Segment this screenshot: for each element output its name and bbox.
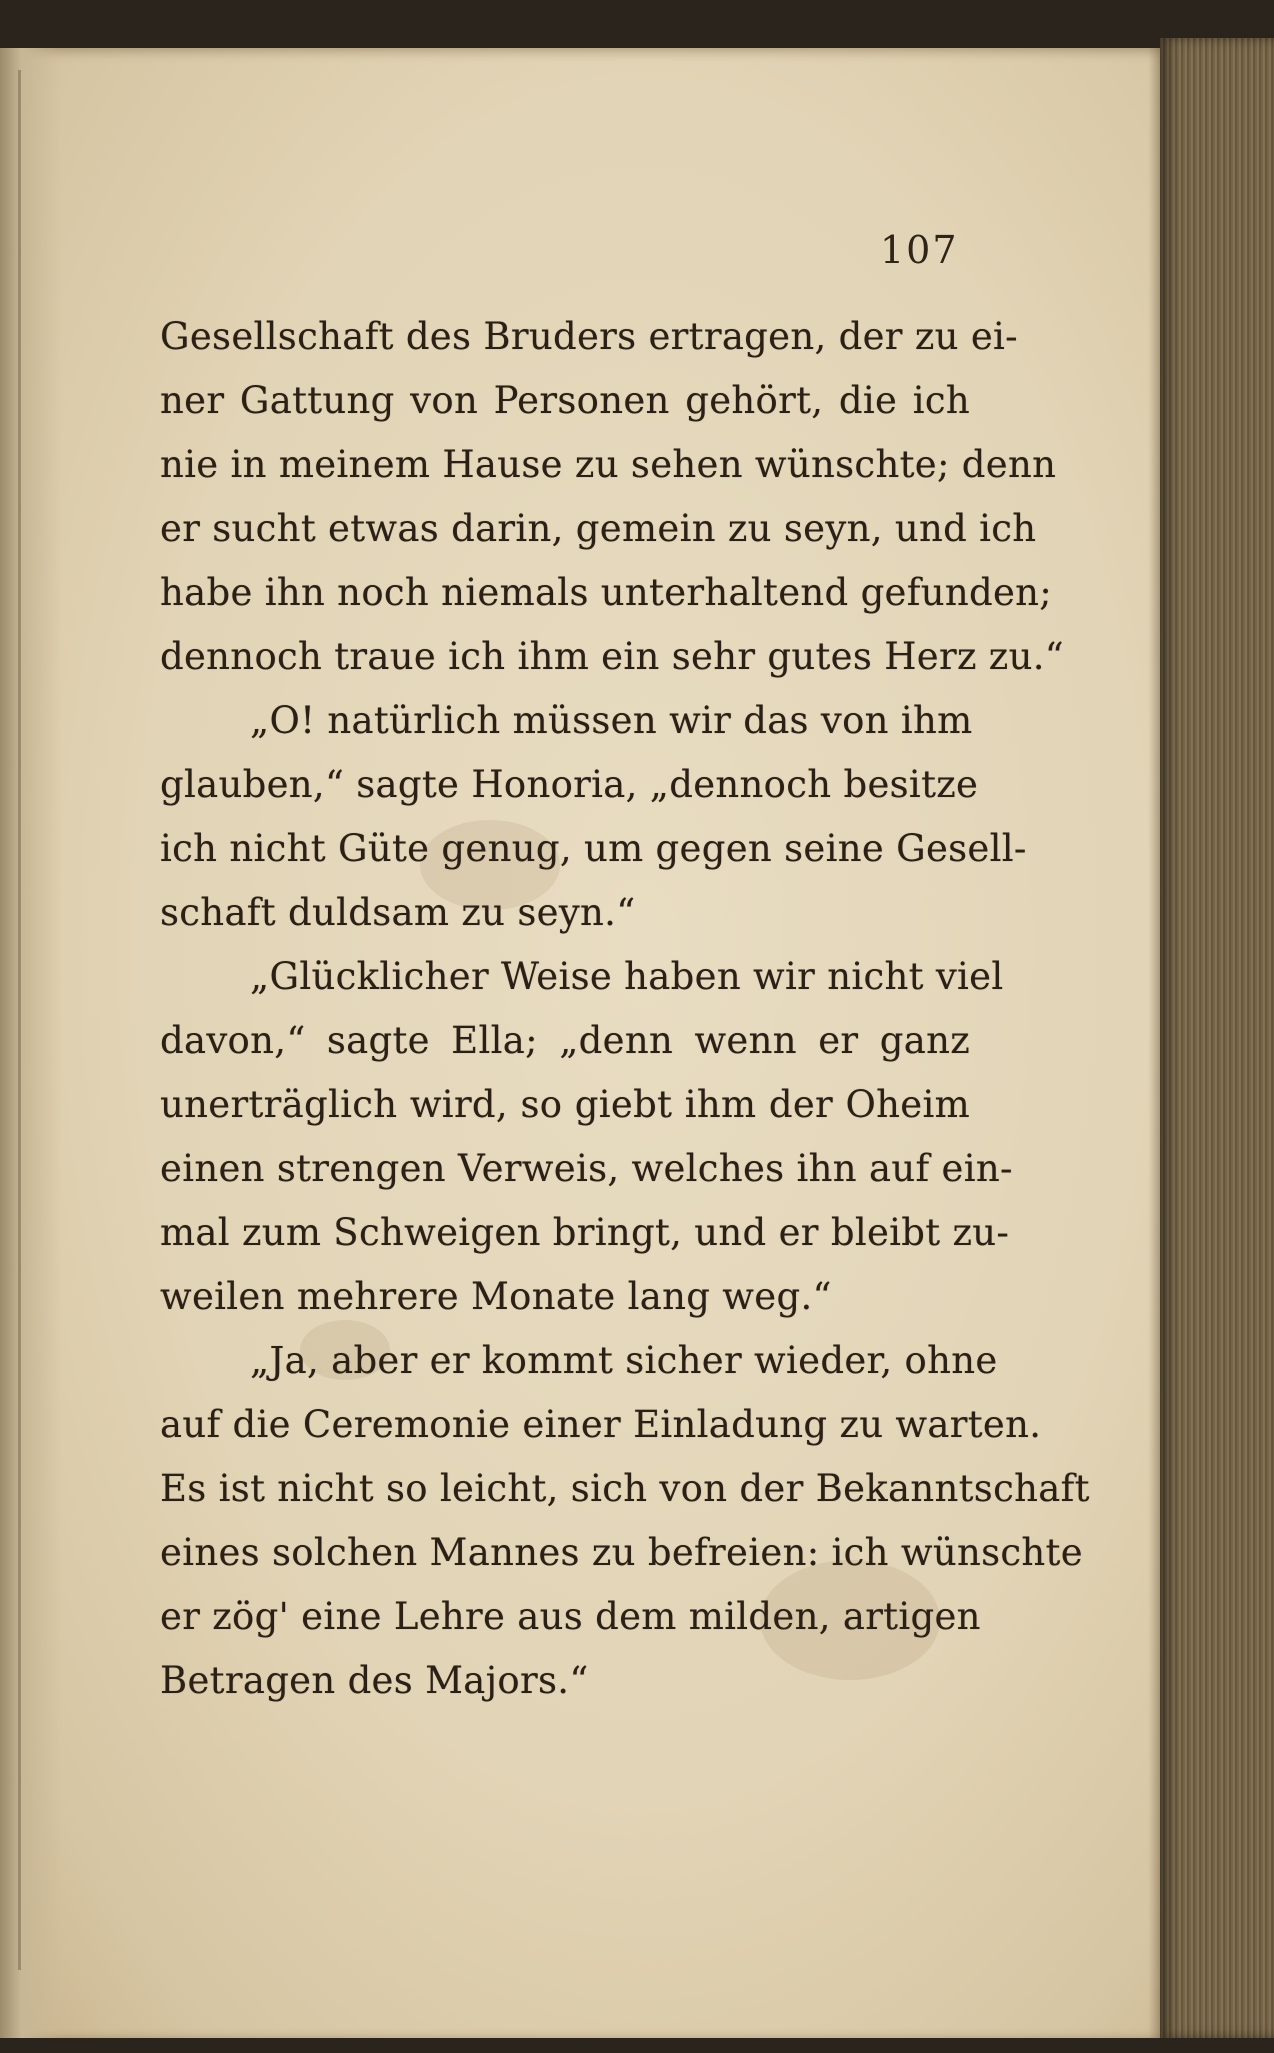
page-edges: [1160, 38, 1274, 2038]
text-line: eines solchen Mannes zu befreien: ich wünschte: [160, 1531, 1083, 1574]
text-line: davon,“ sagte Ella; „denn wenn er ganz: [160, 1019, 970, 1062]
text-line: Betragen des Majors.“: [160, 1659, 589, 1702]
text-line: auf die Ceremonie einer Einladung zu warten.: [160, 1403, 1042, 1446]
text-line: Es ist nicht so leicht, sich von der Bekanntschaft: [160, 1467, 1090, 1510]
text-line: dennoch traue ich ihm ein sehr gutes Herz zu.“: [160, 635, 1065, 678]
text-line: „O! natürlich müssen wir das von ihm: [250, 699, 973, 742]
text-line: weilen mehrere Monate lang weg.“: [160, 1275, 832, 1318]
text-line: nie in meinem Hause zu sehen wünschte; denn: [160, 443, 1057, 486]
text-line: glauben,“ sagte Honoria, „dennoch besitze: [160, 763, 979, 806]
text-line: schaft duldsam zu seyn.“: [160, 891, 636, 934]
text-line: „Glücklicher Weise haben wir nicht viel: [250, 955, 1004, 998]
text-line: einen strengen Verweis, welches ihn auf ein-: [160, 1147, 1013, 1190]
text-line: unerträglich wird, so giebt ihm der Oheim: [160, 1083, 970, 1126]
text-line: „Ja, aber er kommt sicher wieder, ohne: [250, 1339, 998, 1382]
text-line: Gesellschaft des Bruders ertragen, der zu ei-: [160, 315, 1018, 358]
page-number: 107: [880, 228, 959, 272]
body-text: [160, 305, 1090, 1713]
text-line: mal zum Schweigen bringt, und er bleibt zu-: [160, 1211, 1010, 1254]
text-line: er zög' eine Lehre aus dem milden, artigen: [160, 1595, 981, 1638]
text-line: habe ihn noch niemals unterhaltend gefunden;: [160, 571, 1053, 614]
binding-line: [18, 70, 21, 1970]
text-line: er sucht etwas darin, gemein zu seyn, und ich: [160, 507, 1037, 550]
text-line: ner Gattung von Personen gehört, die ich: [160, 379, 970, 422]
text-line: ich nicht Güte genug, um gegen seine Gesell-: [160, 827, 1027, 870]
book-gutter: [0, 48, 62, 2038]
